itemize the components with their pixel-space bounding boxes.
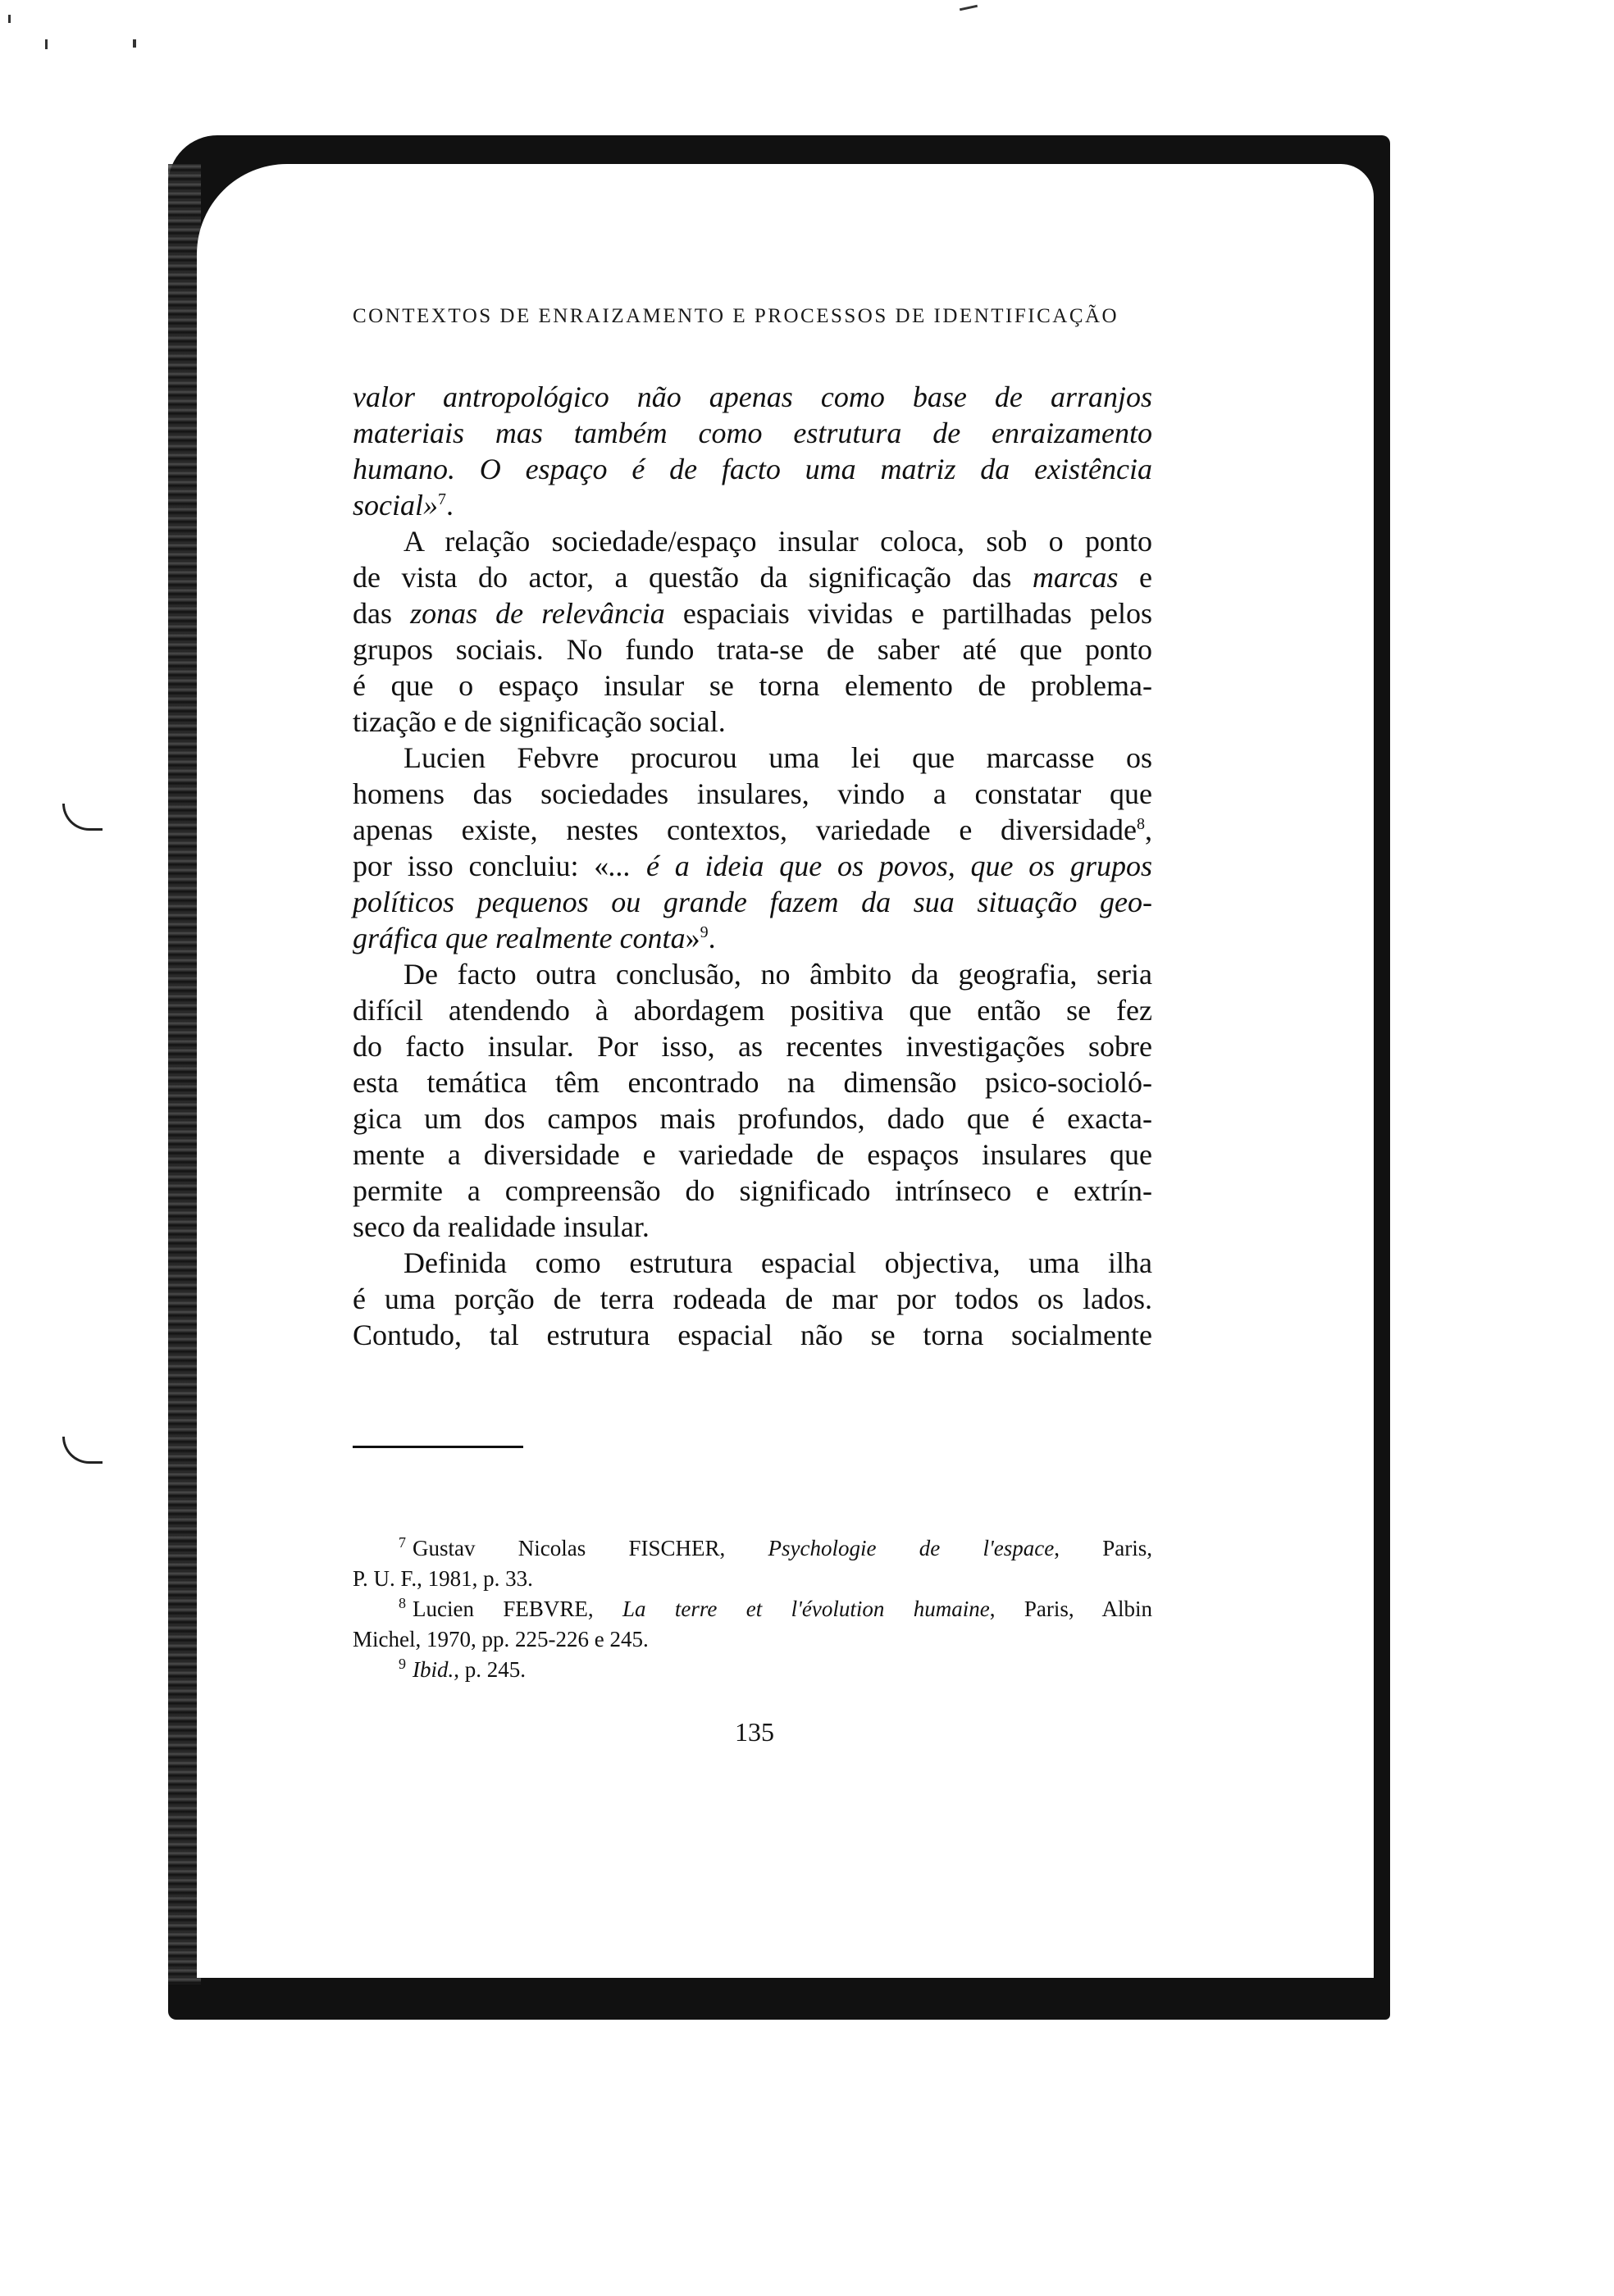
scan-artifact	[8, 15, 11, 23]
body-text-run: apenas existe, nestes contextos, variedade e diversidade	[353, 813, 1137, 846]
body-text-run: políticos pequenos ou grande fazem da sua situação geo-	[353, 886, 1152, 918]
body-text-run: gica um dos campos mais profundos, dado que é exacta-	[353, 1102, 1152, 1135]
body-line	[353, 920, 1152, 956]
body-line	[353, 1209, 1152, 1245]
body-text-run: De facto outra conclusão, no âmbito da geografia, seria	[404, 958, 1152, 991]
body-line	[353, 1028, 1152, 1064]
body-line	[353, 451, 1152, 487]
body-line	[353, 1137, 1152, 1173]
body-text-run: permite a compreensão do significado intrínseco e extrín-	[353, 1174, 1152, 1207]
body-line	[353, 704, 1152, 740]
body-line	[353, 848, 1152, 884]
body-text-run: Lucien Febvre procurou uma lei que marcasse os	[404, 741, 1152, 774]
body-line	[353, 1064, 1152, 1100]
footnote-text-run: Michel, 1970, pp. 225-226 e 245.	[353, 1627, 649, 1651]
body-text-run: mente a diversidade e variedade de espaços insulares que	[353, 1138, 1152, 1171]
body-line	[353, 776, 1152, 812]
footnote-text-run: Gustav Nicolas FISCHER,	[413, 1536, 768, 1560]
footnote-text-run: , Paris,	[1054, 1536, 1152, 1560]
body-text-run: valor antropológico não apenas como base de arranjos	[353, 380, 1152, 413]
body-text-run: é uma porção de terra rodeada de mar por todos os lados.	[353, 1282, 1152, 1315]
body-text-run: seco da realidade insular.	[353, 1210, 650, 1243]
footnote-reference: 7	[438, 490, 446, 508]
body-text-run: gráfica que realmente conta	[353, 922, 686, 954]
footnote-line	[353, 1533, 1152, 1564]
body-text-run: social»	[353, 489, 438, 522]
body-line	[353, 992, 1152, 1028]
body-line	[353, 667, 1152, 704]
body-text-run: esta temática têm encontrado na dimensão psico-socioló-	[353, 1066, 1152, 1099]
margin-bracket-mark	[62, 804, 103, 831]
footnote-number: 9	[399, 1656, 406, 1672]
body-text-run: por isso concluiu: «	[353, 850, 609, 882]
body-text-run: das	[353, 597, 411, 630]
body-text-run: espaciais vividas e partilhadas pelos	[664, 597, 1152, 630]
body-line	[353, 1100, 1152, 1137]
body-text-run: marcas	[1032, 561, 1119, 594]
footnote-text-run: La terre et l'évolution humaine	[622, 1597, 990, 1621]
body-text-run: grupos sociais. No fundo trata-se de saber até que ponto	[353, 633, 1152, 666]
footnote-separator	[353, 1446, 523, 1448]
body-line	[353, 740, 1152, 776]
body-text-run: zonas de relevância	[410, 597, 665, 630]
footnote-line	[353, 1564, 1152, 1594]
footnote-text-run: Psychologie de l'espace	[768, 1536, 1055, 1560]
body-text-run: e	[1118, 561, 1152, 594]
body-line	[353, 595, 1152, 631]
footnote-text-run: , p. 245.	[454, 1657, 526, 1682]
body-text-run: Definida como estrutura espacial objectiva, uma ilha	[404, 1246, 1152, 1279]
footnote-text-run: Ibid.	[413, 1657, 454, 1682]
footnote-reference: 8	[1137, 815, 1145, 833]
body-line	[353, 812, 1152, 848]
footnote-number: 7	[399, 1534, 406, 1551]
body-line	[353, 884, 1152, 920]
footnote-text-run: , Paris, Albin	[989, 1597, 1153, 1621]
body-line	[353, 956, 1152, 992]
scan-artifact	[960, 5, 978, 11]
body-text-run: homens das sociedades insulares, vindo a constatar que	[353, 777, 1152, 810]
footnote-reference: 9	[700, 923, 709, 941]
body-text-run: ... é a ideia que os povos, que os grupos	[609, 850, 1152, 882]
body-line	[353, 523, 1152, 559]
footnote-text-run: Lucien FEBVRE,	[413, 1597, 622, 1621]
body-text-run: A relação sociedade/espaço insular coloca, sob o ponto	[404, 525, 1152, 558]
scan-artifact	[133, 39, 136, 48]
body-line	[353, 1317, 1152, 1353]
body-line	[353, 487, 1152, 523]
body-line	[353, 1245, 1152, 1281]
body-text-run: difícil atendendo à abordagem positiva que então se fez	[353, 994, 1152, 1027]
scan-border-speckle	[168, 164, 201, 1984]
body-text-run: .	[446, 489, 454, 522]
body-text-run: ,	[1145, 813, 1152, 846]
running-header: CONTEXTOS DE ENRAIZAMENTO E PROCESSOS DE IDENTIFICAÇÃO	[353, 305, 1119, 327]
body-line	[353, 559, 1152, 595]
body-text-run: .	[708, 922, 716, 954]
body-line	[353, 1281, 1152, 1317]
body-text-run: humano. O espaço é de facto uma matriz da existência	[353, 453, 1152, 485]
footnote-line	[353, 1594, 1152, 1624]
body-text-run: Contudo, tal estrutura espacial não se torna socialmente	[353, 1319, 1152, 1351]
page-number: 135	[735, 1717, 774, 1747]
body-line	[353, 1173, 1152, 1209]
scan-artifact	[45, 39, 48, 49]
body-text-run: »	[685, 922, 700, 954]
body-text-run: é que o espaço insular se torna elemento de problema-	[353, 669, 1152, 702]
body-text-run: tização e de significação social.	[353, 705, 726, 738]
footnotes	[353, 1533, 1152, 1685]
footnote-line	[353, 1655, 1152, 1685]
footnote-number: 8	[399, 1595, 406, 1611]
body-line	[353, 415, 1152, 451]
footnote-text-run: P. U. F., 1981, p. 33.	[353, 1566, 533, 1591]
body-line	[353, 379, 1152, 415]
margin-bracket-mark	[62, 1437, 103, 1464]
body-text	[353, 379, 1152, 1353]
body-text-run: do facto insular. Por isso, as recentes investigações sobre	[353, 1030, 1152, 1063]
body-text-run: de vista do actor, a questão da significação das	[353, 561, 1033, 594]
body-text-run: materiais mas também como estrutura de enraizamento	[353, 417, 1152, 449]
body-line	[353, 631, 1152, 667]
footnote-line	[353, 1624, 1152, 1655]
